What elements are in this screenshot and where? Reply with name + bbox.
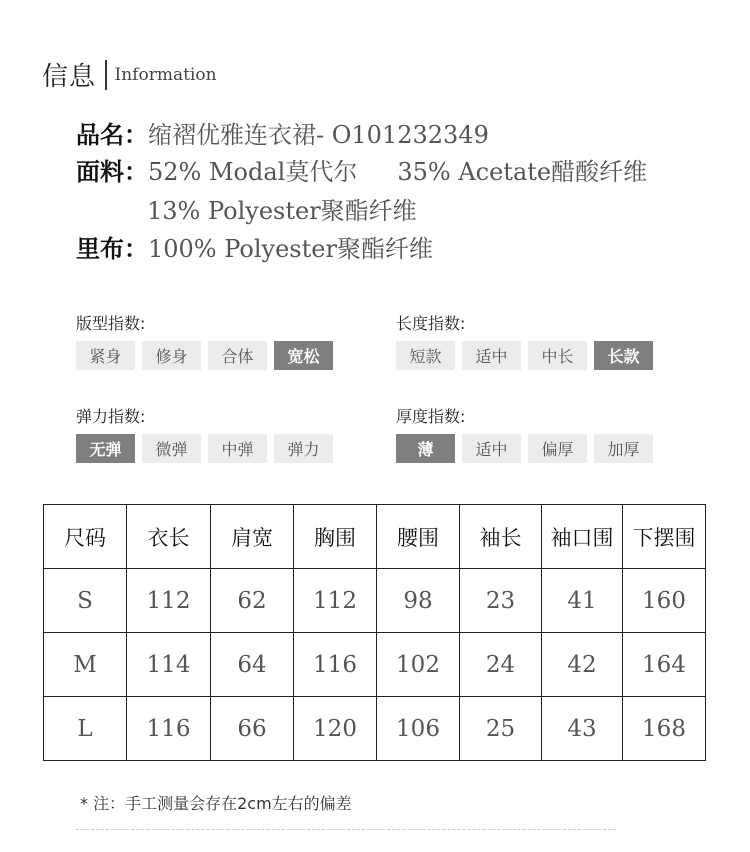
fit-option: 紧身 [76,341,135,370]
table-cell: 41 [542,569,623,633]
size-table-header [44,505,706,569]
thickness-option: 适中 [462,434,521,463]
table-cell: 66 [211,697,294,761]
section-title [42,56,217,93]
table-cell: 42 [542,633,623,697]
length-index [396,311,660,370]
table-row [44,569,706,633]
measurement-note: * 注：手工测量会存在2cm左右的偏差 [80,794,352,813]
product-name-label: 品名： [76,121,148,149]
header-cell: 下摆围 [623,505,706,569]
lining-label: 里布： [76,235,148,263]
fit-option: 修身 [142,341,201,370]
stretch-index [76,404,340,463]
header-cell: 袖长 [460,505,542,569]
fit-option: 合体 [208,341,267,370]
header-cell: 胸围 [294,505,377,569]
fabric-label: 面料： [76,158,148,186]
header-cell: 袖口围 [542,505,623,569]
stretch-index-title: 弹力指数: [76,407,146,426]
header-cell: 衣长 [127,505,211,569]
header-cell: 腰围 [377,505,460,569]
table-cell: 106 [377,697,460,761]
thickness-option: 加厚 [594,434,653,463]
table-cell: 25 [460,697,542,761]
table-cell: 24 [460,633,542,697]
table-cell: 164 [623,633,706,697]
length-option: 适中 [462,341,521,370]
header-cell: 尺码 [44,505,127,569]
size-cell: L [44,697,127,761]
table-cell: 112 [127,569,211,633]
length-option: 短款 [396,341,455,370]
thickness-index [396,404,660,463]
table-cell: 102 [377,633,460,697]
lining-line [76,229,433,264]
table-row [44,633,706,697]
header-cell: 肩宽 [211,505,294,569]
thickness-option-selected: 薄 [396,434,455,463]
table-cell: 23 [460,569,542,633]
size-cell: M [44,633,127,697]
thickness-option: 偏厚 [528,434,587,463]
fabric-value-1: 52% Modal莫代尔 [148,158,358,186]
fabric-value-2: 35% Acetate醋酸纤维 [397,158,648,186]
table-cell: 168 [623,697,706,761]
title-divider [105,60,107,90]
stretch-option-selected: 无弹 [76,434,135,463]
table-cell: 120 [294,697,377,761]
thickness-index-title: 厚度指数: [396,407,466,426]
fit-option-selected: 宽松 [274,341,333,370]
stretch-option: 微弹 [142,434,201,463]
table-cell: 116 [127,697,211,761]
table-cell: 112 [294,569,377,633]
table-cell: 98 [377,569,460,633]
fabric-line [76,152,647,187]
dashed-divider [76,829,616,830]
stretch-option: 中弹 [208,434,267,463]
length-option: 中长 [528,341,587,370]
lining-value: 100% Polyester聚酯纤维 [148,235,433,263]
product-name-line [76,115,489,150]
size-cell: S [44,569,127,633]
size-table [43,504,706,761]
section-title-zh: 信息 [42,62,97,92]
length-index-title: 长度指数: [396,314,466,333]
table-row [44,697,706,761]
fabric-line-2 [147,191,417,226]
fit-index-title: 版型指数: [76,314,146,333]
fit-index [76,311,340,370]
stretch-option: 弹力 [274,434,333,463]
length-option-selected: 长款 [594,341,653,370]
product-name-value: 缩褶优雅连衣裙- O101232349 [148,121,489,149]
section-title-en: Information [114,64,217,85]
table-cell: 116 [294,633,377,697]
table-cell: 114 [127,633,211,697]
table-cell: 43 [542,697,623,761]
fabric-value-3: 13% Polyester聚酯纤维 [147,197,417,225]
table-cell: 62 [211,569,294,633]
table-cell: 64 [211,633,294,697]
table-cell: 160 [623,569,706,633]
